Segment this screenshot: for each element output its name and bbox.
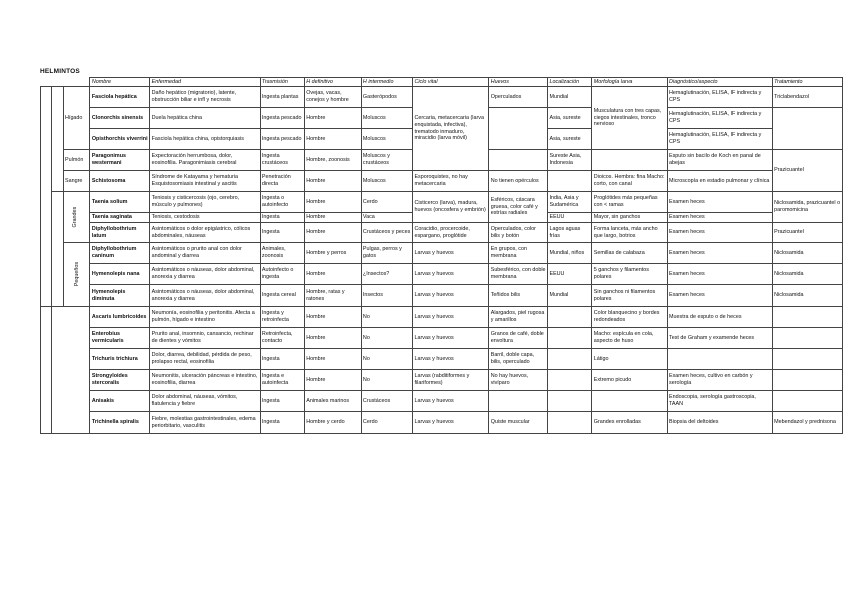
col-localizacion: Localización [548,78,592,87]
table-row: Strongyloides stercoralis Neumonitis, ulceración páncreas e intestino, eosinofilia, diarrea Ingesta e autoinfecta Hombre No Larvas (rabditiformes y filariformes) No hay huevos, vivíparo Extremo picudo Examen heces, cultivo en carbón y serología [41,370,843,391]
col-tratamiento: Tratamiento [772,78,842,87]
group-higado: Hígado [63,87,90,150]
group-pulmon: Pulmón [63,150,90,171]
group-platelmintos [41,87,52,307]
col-larva: Morfología larva [592,78,667,87]
group-nematodos-desc [52,307,90,434]
page-title: HELMINTOS [40,68,80,75]
table-row: Pulmón Paragonimus westermani Expectoración herrumbosa, dolor, eosinofilia. Paragonimiasis cerebral Ingesta crustáceos Hombre, zoonosis Moluscos y crustáceos Sureste Asia, Indonesia Esputo sin bacilo de Koch en panal de abejas Prazicuantel [41,150,843,171]
col-hdef: H definitivo [304,78,361,87]
table-row: Enterobius vermicularis Prurito anal, insomnio, cansancio, rechinar de dientes y vómitos Retroinfecta, contacto Hombre No Larvas y huevos Granos de café, doble envoltura Macho: espícula en cola, aspecto de huso Test de Graham y examende heces [41,328,843,349]
shared-trem-ciclo: Cercaria, metacercaria (larva enquistada, infectiva), trematodo inmaduro, miracidio (larva móvil) [413,87,489,171]
table-row: Hymenolepis nana Asintomáticos o náuseas, dolor abdominal, anorexia y diarrea Autoinfecto o ingesta Hombre ¿Insectos? Larvas y huevos Subesférico, con doble membrana EEUU 5 ganchos y filamentos polares Examen heces Niclosamida [41,264,843,285]
col-trasmision: Trasmisión [260,78,304,87]
col-hint: H intermedio [361,78,413,87]
table-row: Trichuris trichiura Dolor, diarrea, debilidad, pérdida de peso, prolapso rectal, eosinofilia Ingesta Hombre No Larvas y huevos Barril, doble capa, bilis, operculado Látigo [41,349,843,370]
table-row: Sangre Schistosoma Síndrome de Katayama y hematuria Esquistosomiasis intestinal y ascitis Penetración directa Hombre Moluscos Esporoquistes, no hay metacercaria No tienen opérculos Dioicos. Hembra: fina Macho: corto, con canal Microscopía en estadio pulmonar y clínica [41,171,843,192]
col-diagnostico: Diagnóstico/aspecto [667,78,772,87]
table-row: Anisakis Dolor abdominal, náuseas, vómitos, flatulencia y fiebre Ingesta Animales marinos Crustáceos Larvas y huevos Endoscopia, serología gastroscopia, TAAN [41,391,843,412]
helminth-table [40,77,843,434]
group-grandes: Grandes [63,192,90,243]
group-cestodos [52,192,63,307]
group-pequenos: Pequeños [63,243,90,307]
col-huevos: Huevos [489,78,548,87]
group-trematodos [52,87,63,192]
shared-trem-larva: Musculatura con tres capas, ciegos intestinales, tronco nervioso [592,87,667,150]
col-ciclo: Ciclo vital [413,78,489,87]
table-row: Trichinella spiralis Fiebre, molestias gastrointestinales, edema periorbitario, vasculitis Ingesta Hombre y cerdo Cerdo Larvas y huevos Quiste muscular Grandes enrolladas Biopsia del deltoides Mebendazol y prednisona [41,412,843,434]
table-row: Hígado Fasciola hepática Daño hepático (migratorio), latente, obstrucción biliar e infl y necrosis Ingesta plantas Ovejas, vacas, conejos y hombre Gasterópodos Cercaria, metacercaria (larva enquistada, infectiva), trematodo inmaduro, miracidio (larva móvil) Operculados Mundial Musculatura con tres capas, ciegos intestinales, tronco nervioso Hemaglutinación, ELISA, IF indirecta y CPS Triclabendazol [41,87,843,108]
table-row: Grandes Taenia solium Teniosis y cisticercosis (ojo, cerebro, músculo y pulmones) Ingesta o autoinfecto Hombre Cerdo Cisticerco (larva), madura, huevos (oncosfera y embrión) Esféricos, cáscara gruesa, color café y estrías radiales India, Asia y Sudamérica Proglótides más pequeñas con < ramas Examen heces Niclosamida, prazicuantel o paromomicina [41,192,843,213]
group-sangre: Sangre [63,171,90,192]
table-row: Pequeños Diphyllobothrium caninum Asintomáticos o prurito anal con dolor andominal y diarrea Animales, zoonosis Hombre y perros Pulgas, perros y gatos Larvas y huevos En grupos, con membrana Mundial, niños Semillas de calabaza Examen heces Niclosamida [41,243,843,264]
table-row: Ascaris lumbricoides Neumonía, eosinofilia y peritonitis. Afecta a pulmón, hígado e intestino Ingesta y retroinfecta Hombre No Larvas y huevos Alargados, piel rugosa y amarillos Color blanquecino y bordes redondeados Muestra de esputo o de heces [41,307,843,328]
table-row: Hymenolepis diminuta Asintomáticos o náuseas, dolor abdominal, anorexia y diarrea Ingesta cereal Hombre, ratas y ratones Insectos Larvas y huevos Teñidos bilis Mundial Sin ganchos ni filamentos polares Examen heces Niclosamida [41,285,843,307]
col-enfermedad: Enfermedad [150,78,260,87]
table-row: Taenia saginata Teniosis, cestodosis Ingesta Hombre Vaca EEUU Mayor, sin ganchos Examen heces [41,213,843,223]
table-row: Opisthorchis viverrini Fasciola hepática china, opistorquiasis Ingesta pescado Hombre Moluscos Asia, sureste Hemaglutinación, ELISA, IF indirecta y CPS [41,129,843,150]
group-nematodos [41,307,52,434]
header-row [41,78,843,87]
col-nombre: Nombre [90,78,150,87]
table-row: Diphyllobothrium latum Asintomáticos o dolor epigástrico, cólicos abdominales, náuseas Ingesta Hombre Crustáceos y peces Coracidio, procercoide, espargano, proglótide Operculados, color bilis y botón Lagos aguas frías Forma lanceta, más ancho que largo, botrios Examen heces Prazicuantel [41,223,843,243]
table-row: Clonorchis sinensis Duela hepática china Ingesta pescado Hombre Moluscos Asia, sureste Hemaglutinación, ELISA, IF indirecta y CPS [41,108,843,129]
